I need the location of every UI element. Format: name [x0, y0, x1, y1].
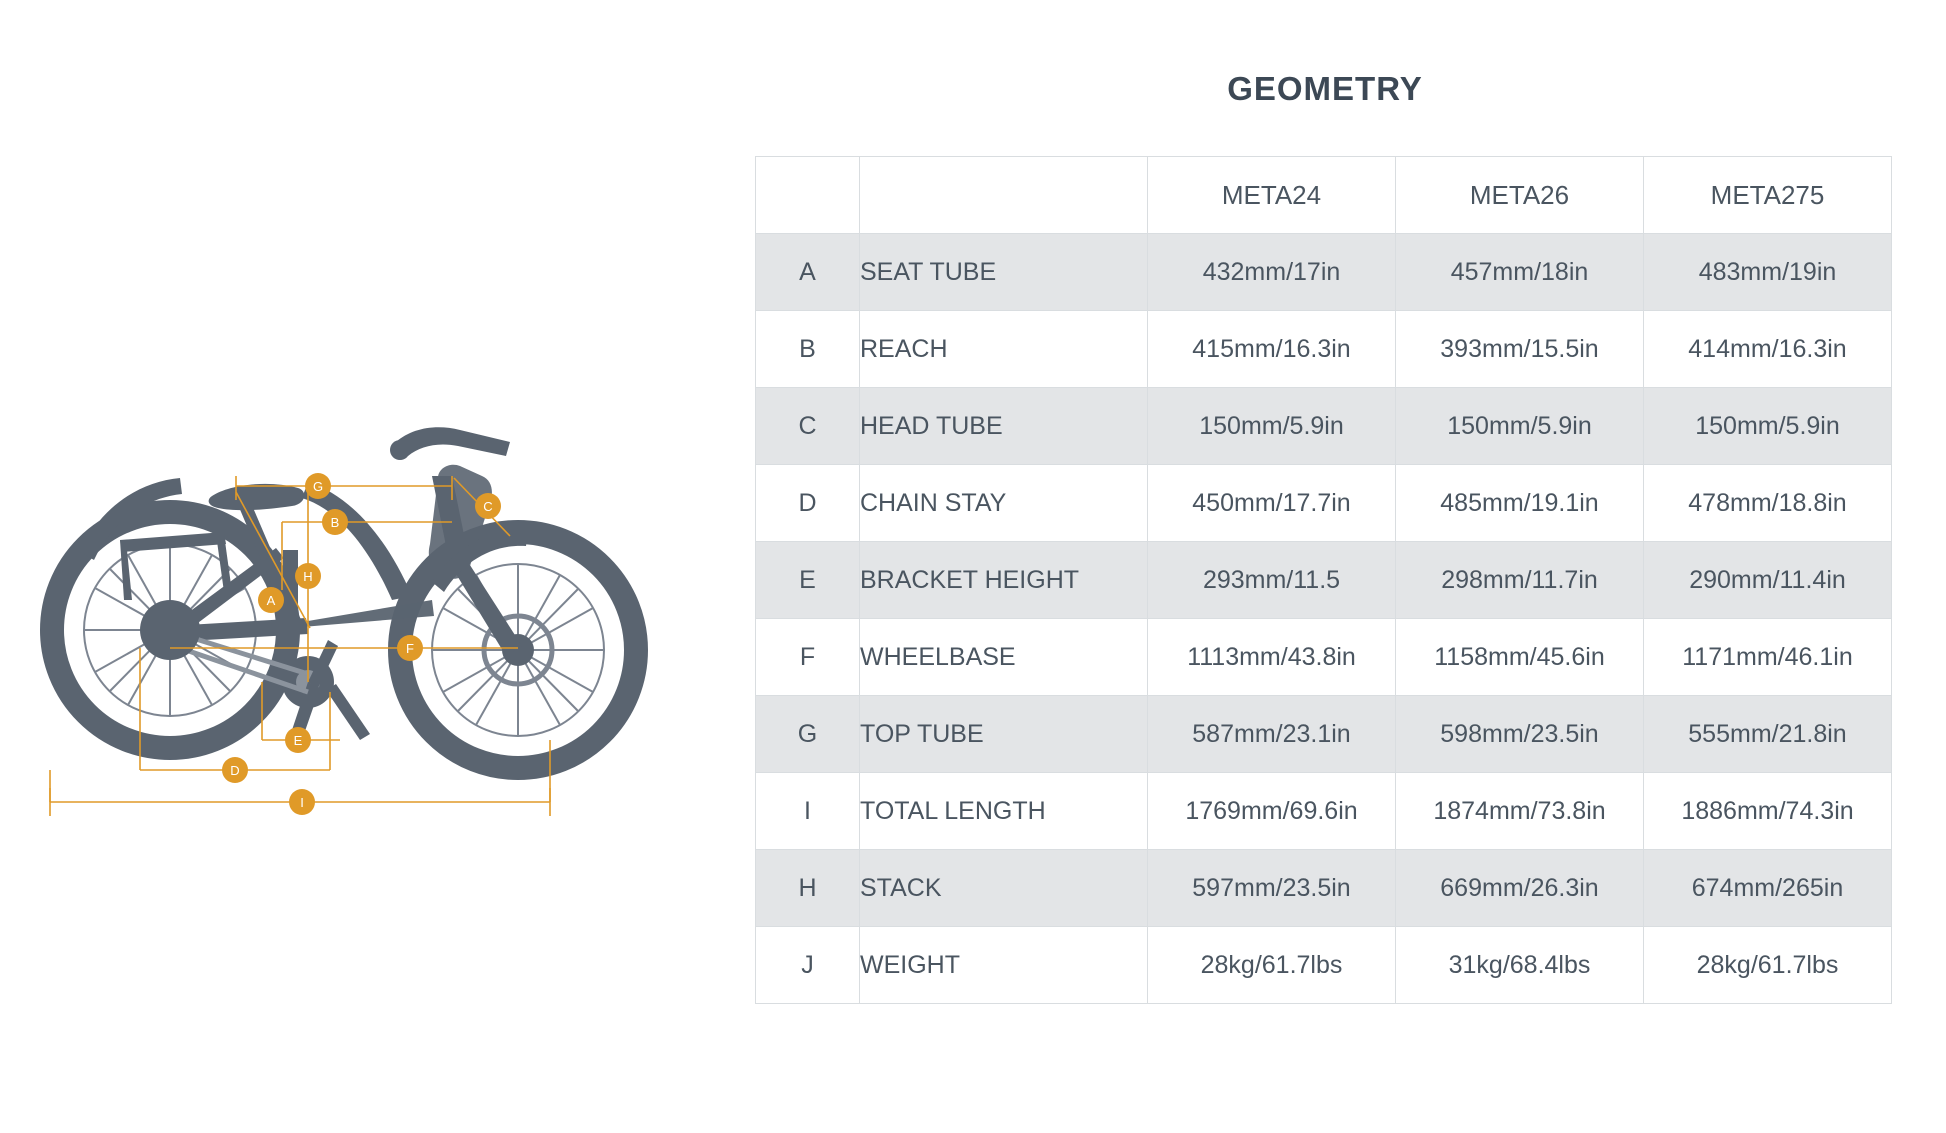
table-header-row — [756, 157, 1892, 234]
row-value-meta26: 669mm/26.3in — [1396, 850, 1644, 927]
table-row — [756, 388, 1892, 465]
svg-text:I: I — [300, 795, 304, 810]
row-letter: J — [756, 927, 860, 1004]
bike-illustration — [50, 427, 636, 816]
header-meta275: META275 — [1644, 157, 1892, 234]
table-row — [756, 234, 1892, 311]
row-value-meta24: 415mm/16.3in — [1148, 311, 1396, 388]
row-letter: C — [756, 388, 860, 465]
table-row — [756, 927, 1892, 1004]
label-badge-a — [258, 587, 284, 613]
svg-text:F: F — [406, 641, 414, 656]
row-value-meta24: 587mm/23.1in — [1148, 696, 1396, 773]
svg-text:C: C — [483, 499, 493, 514]
row-letter: F — [756, 619, 860, 696]
row-name: BRACKET HEIGHT — [860, 542, 1148, 619]
header-measure — [860, 157, 1148, 234]
row-value-meta26: 393mm/15.5in — [1396, 311, 1644, 388]
row-value-meta24: 597mm/23.5in — [1148, 850, 1396, 927]
row-value-meta275: 555mm/21.8in — [1644, 696, 1892, 773]
row-value-meta26: 1158mm/45.6in — [1396, 619, 1644, 696]
table-row — [756, 465, 1892, 542]
label-badge-h — [295, 563, 321, 589]
row-value-meta275: 290mm/11.4in — [1644, 542, 1892, 619]
row-value-meta24: 450mm/17.7in — [1148, 465, 1396, 542]
header-letter — [756, 157, 860, 234]
geometry-table — [755, 156, 1892, 1004]
row-letter: G — [756, 696, 860, 773]
row-value-meta26: 485mm/19.1in — [1396, 465, 1644, 542]
svg-text:H: H — [303, 569, 313, 584]
geometry-table-panel — [755, 70, 1895, 1004]
header-meta24: META24 — [1148, 157, 1396, 234]
page-title: GEOMETRY — [1227, 70, 1423, 107]
row-value-meta24: 1113mm/43.8in — [1148, 619, 1396, 696]
row-name: SEAT TUBE — [860, 234, 1148, 311]
row-value-meta24: 432mm/17in — [1148, 234, 1396, 311]
row-value-meta24: 28kg/61.7lbs — [1148, 927, 1396, 1004]
bike-geometry-diagram — [40, 300, 760, 860]
table-row — [756, 542, 1892, 619]
row-value-meta275: 150mm/5.9in — [1644, 388, 1892, 465]
label-badge-d — [222, 757, 248, 783]
row-letter: H — [756, 850, 860, 927]
label-badge-f — [397, 635, 423, 661]
label-badge-g — [305, 473, 331, 499]
table-row — [756, 311, 1892, 388]
row-value-meta26: 598mm/23.5in — [1396, 696, 1644, 773]
row-name: TOTAL LENGTH — [860, 773, 1148, 850]
label-badge-b — [322, 509, 348, 535]
row-value-meta24: 150mm/5.9in — [1148, 388, 1396, 465]
label-badge-e — [285, 727, 311, 753]
table-row — [756, 619, 1892, 696]
table-row — [756, 850, 1892, 927]
row-letter: D — [756, 465, 860, 542]
table-row — [756, 773, 1892, 850]
svg-text:B: B — [330, 515, 340, 530]
svg-text:G: G — [312, 479, 324, 494]
header-meta26: META26 — [1396, 157, 1644, 234]
row-value-meta275: 1886mm/74.3in — [1644, 773, 1892, 850]
row-letter: A — [756, 234, 860, 311]
row-value-meta275: 674mm/265in — [1644, 850, 1892, 927]
row-value-meta24: 1769mm/69.6in — [1148, 773, 1396, 850]
row-value-meta26: 150mm/5.9in — [1396, 388, 1644, 465]
row-value-meta275: 483mm/19in — [1644, 234, 1892, 311]
row-letter: B — [756, 311, 860, 388]
row-value-meta26: 1874mm/73.8in — [1396, 773, 1644, 850]
row-name: STACK — [860, 850, 1148, 927]
row-value-meta275: 478mm/18.8in — [1644, 465, 1892, 542]
label-badge-c — [475, 493, 501, 519]
row-name: WHEELBASE — [860, 619, 1148, 696]
row-value-meta26: 457mm/18in — [1396, 234, 1644, 311]
row-name: TOP TUBE — [860, 696, 1148, 773]
row-name: REACH — [860, 311, 1148, 388]
row-letter: E — [756, 542, 860, 619]
row-name: WEIGHT — [860, 927, 1148, 1004]
label-badge-i — [289, 789, 315, 815]
svg-text:D: D — [230, 763, 240, 778]
svg-text:A: A — [266, 593, 276, 608]
row-name: CHAIN STAY — [860, 465, 1148, 542]
row-value-meta24: 293mm/11.5 — [1148, 542, 1396, 619]
row-value-meta26: 31kg/68.4lbs — [1396, 927, 1644, 1004]
table-row — [756, 696, 1892, 773]
front-wheel — [400, 532, 636, 768]
row-value-meta275: 1171mm/46.1in — [1644, 619, 1892, 696]
row-value-meta275: 28kg/61.7lbs — [1644, 927, 1892, 1004]
row-name: HEAD TUBE — [860, 388, 1148, 465]
row-value-meta275: 414mm/16.3in — [1644, 311, 1892, 388]
svg-text:E: E — [293, 733, 303, 748]
row-value-meta26: 298mm/11.7in — [1396, 542, 1644, 619]
row-letter: I — [756, 773, 860, 850]
